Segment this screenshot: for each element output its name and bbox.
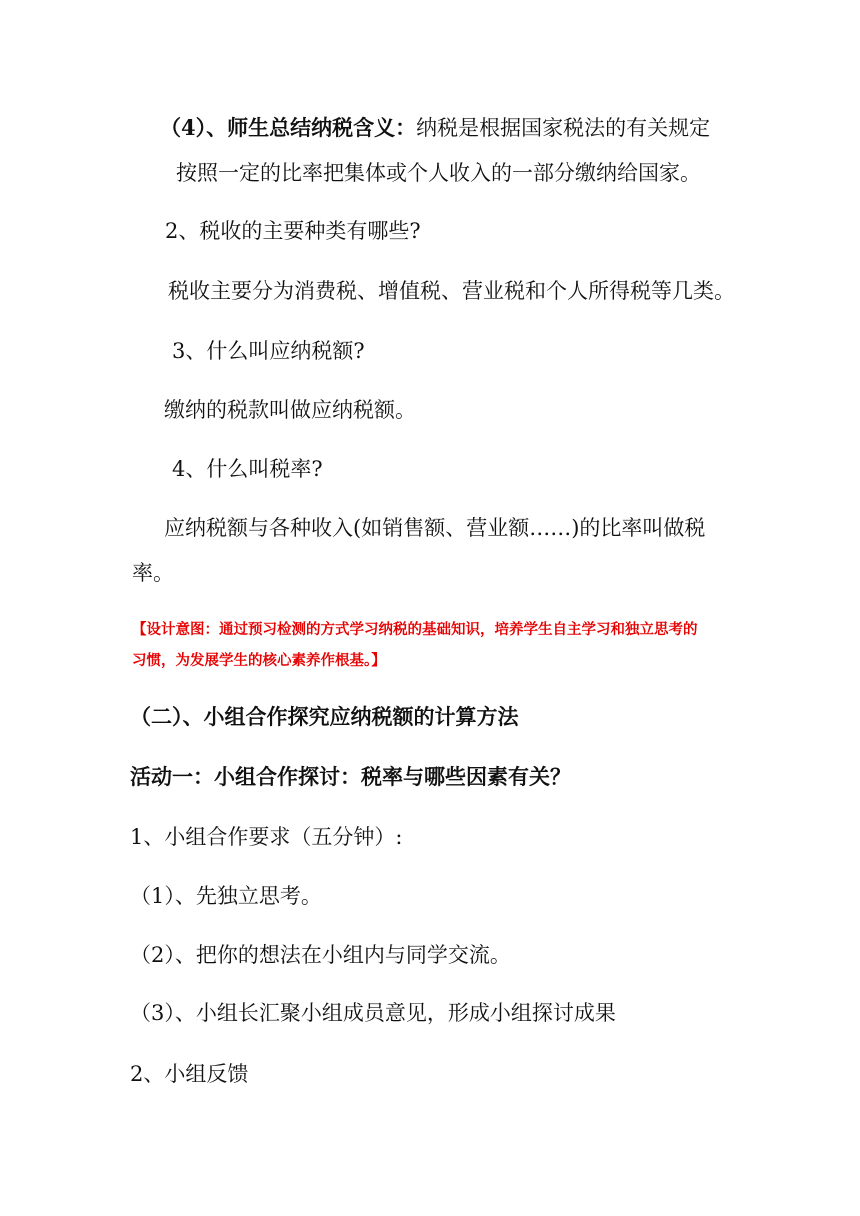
answer-3: 缴纳的税款叫做应纳税额。 bbox=[164, 398, 416, 422]
requirement-3: （3）、小组长汇聚小组成员意见，形成小组探讨成果 bbox=[130, 1001, 616, 1025]
item4-definition: 纳税是根据国家税法的有关规定 bbox=[416, 116, 711, 140]
design-note-line1: 【设计意图：通过预习检测的方式学习纳税的基础知识，培养学生自主学习和独立思考的 bbox=[132, 622, 698, 638]
requirement-1: （1）、先独立思考。 bbox=[130, 884, 322, 908]
group-feedback: 2、小组反馈 bbox=[130, 1062, 249, 1086]
item4-prefix: （4）、师生总结纳税含义： bbox=[160, 115, 417, 140]
answer-2: 税收主要分为消费税、增值税、营业税和个人所得税等几类。 bbox=[168, 279, 735, 303]
section2-title: （二）、小组合作探究应纳税额的计算方法 bbox=[130, 704, 519, 729]
requirements-title: 1、小组合作要求（五分钟）: bbox=[130, 825, 403, 849]
design-note-line2: 习惯，为发展学生的核心素养作根基。】 bbox=[132, 653, 386, 669]
requirement-2: （2）、把你的想法在小组内与同学交流。 bbox=[130, 943, 511, 967]
question-2: 2、税收的主要种类有哪些? bbox=[165, 219, 421, 243]
activity1-title: 活动一：小组合作探讨：税率与哪些因素有关？ bbox=[130, 764, 571, 789]
item4-line1 bbox=[160, 114, 710, 142]
question-4: 4、什么叫税率? bbox=[172, 457, 323, 481]
answer-4-line2: 率。 bbox=[132, 561, 174, 585]
question-3: 3、什么叫应纳税额? bbox=[172, 339, 365, 363]
item4-line2: 按照一定的比率把集体或个人收入的一部分缴纳给国家。 bbox=[176, 161, 701, 185]
answer-4-line1: 应纳税额与各种收入(如销售额、营业额……)的比率叫做税 bbox=[164, 516, 706, 540]
